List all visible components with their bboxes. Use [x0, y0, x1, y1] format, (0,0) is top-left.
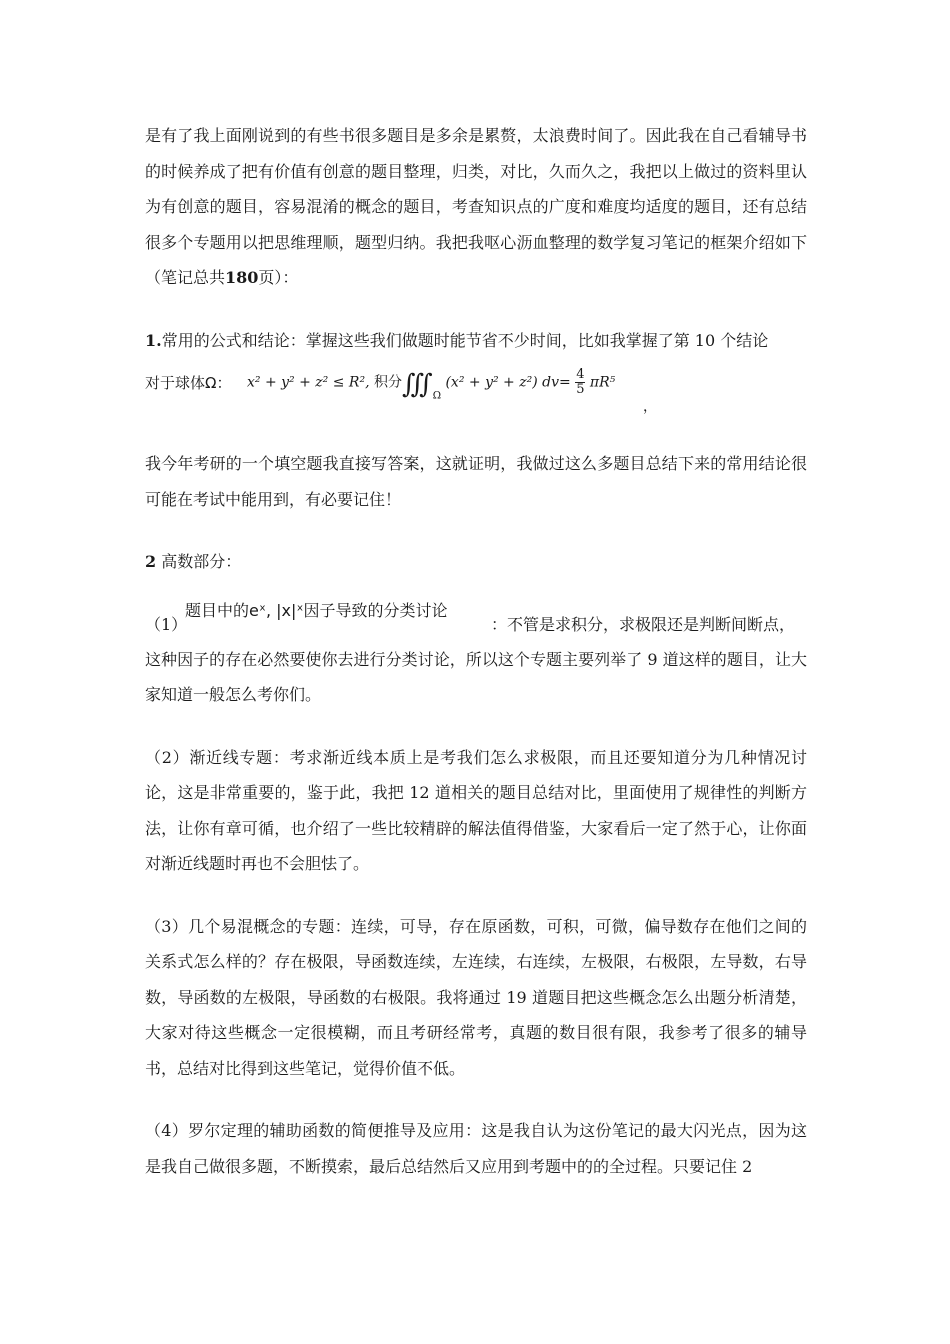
- formula-tail: πR⁵: [589, 374, 616, 391]
- formula-domain: Ω: [432, 390, 442, 402]
- formula-lead: 对于球体Ω：: [145, 374, 232, 392]
- section-1-number: 1.: [145, 330, 162, 350]
- item-1-title: 题目中的eˣ, |x|ˣ因子导致的分类讨论: [185, 600, 448, 620]
- formula-math: [247, 368, 615, 402]
- section-1-heading: [145, 323, 807, 359]
- section-2-text: 高数部分：: [161, 552, 242, 571]
- formula-fraction: [575, 368, 585, 397]
- formula-comma: ，: [643, 399, 657, 415]
- item-1-body: 这种因子的存在必然要使你去进行分类讨论，所以这个专题主要列举了 9 道这样的题目，让大家知道一般怎么考你们。: [145, 649, 807, 704]
- intro-end: 页）：: [258, 268, 299, 287]
- sphere-integral-formula: [145, 358, 807, 430]
- formula-condition: x² + y² + z² ≤ R²,: [247, 374, 370, 391]
- item-4-paragraph: （4）罗尔定理的辅助函数的简便推导及应用：这是我自认为这份笔记的最大闪光点，因为这是我自己做很多题，不断摸索，最后总结然后又应用到考题中的的全过程。只要记住 2: [145, 1121, 807, 1176]
- formula-integral-label: 积分: [373, 374, 402, 391]
- page-count: 180: [225, 268, 259, 287]
- fraction-denominator: 5: [576, 382, 585, 397]
- item-1-rest: ：不管是求积分，求极限还是判断间断点，: [491, 614, 796, 634]
- item-1-heading: [145, 596, 807, 636]
- section-2-heading: [145, 544, 807, 580]
- document-page: [145, 118, 807, 1184]
- item-2-paragraph: （2）渐近线专题：考求渐近线本质上是考我们怎么求极限，而且还要知道分为几种情况讨论，这是非常重要的，鉴于此，我把 12 道相关的题目总结对比，里面使用了规律性的判断方法，让你有章可循，也介绍了一些比较精辟的解法值得借鉴，大家看后一定了然于心，让你面对渐近线题时再也不会胆怯了。: [145, 747, 807, 873]
- item-1-number: （1）: [145, 614, 188, 634]
- section-2-number: 2: [145, 552, 157, 571]
- formula-integrand: (x² + y² + z²) dv=: [445, 374, 571, 391]
- section-1-text: 常用的公式和结论：掌握这些我们做题时能节省不少时间，比如我掌握了第 10 个结论: [161, 330, 769, 350]
- item-3-paragraph: （3）几个易混概念的专题：连续，可导，存在原函数，可积，可微，偏导数存在他们之间的关系式怎么样的？存在极限，导函数连续，左连续，右连续，左极限，右极限，左导数，右导数，导函数的左极限，导函数的右极限。我将通过 19 道题目把这些概念怎么出题分析清楚，大家对待这些概念一定很模糊，而且考研经常考，真题的数目很有限，我参考了很多的辅导书，总结对比得到这些笔记，觉得价值不低。: [145, 916, 807, 1078]
- proof-paragraph: 我今年考研的一个填空题我直接写答案，这就证明，我做过这么多题目总结下来的常用结论很可能在考试中能用到，有必要记住！: [145, 454, 807, 509]
- intro-text: 是有了我上面刚说到的有些书很多题目是多余是累赘，太浪费时间了。因此我在自己看辅导书的时候养成了把有价值有创意的题目整理，归类，对比，久而久之，我把以上做过的资料里认为有创意的题目，容易混淆的概念的题目，考查知识点的广度和难度均适度的题目，还有总结很多个专题用以把思维理顺，题型归纳。我把我呕心沥血整理的数学复习笔记的框架介绍如下（笔记总共: [145, 126, 807, 287]
- intro-paragraph: [145, 118, 807, 296]
- triple-integral-symbol: ∭: [401, 369, 433, 400]
- fraction-numerator: 4: [576, 367, 585, 382]
